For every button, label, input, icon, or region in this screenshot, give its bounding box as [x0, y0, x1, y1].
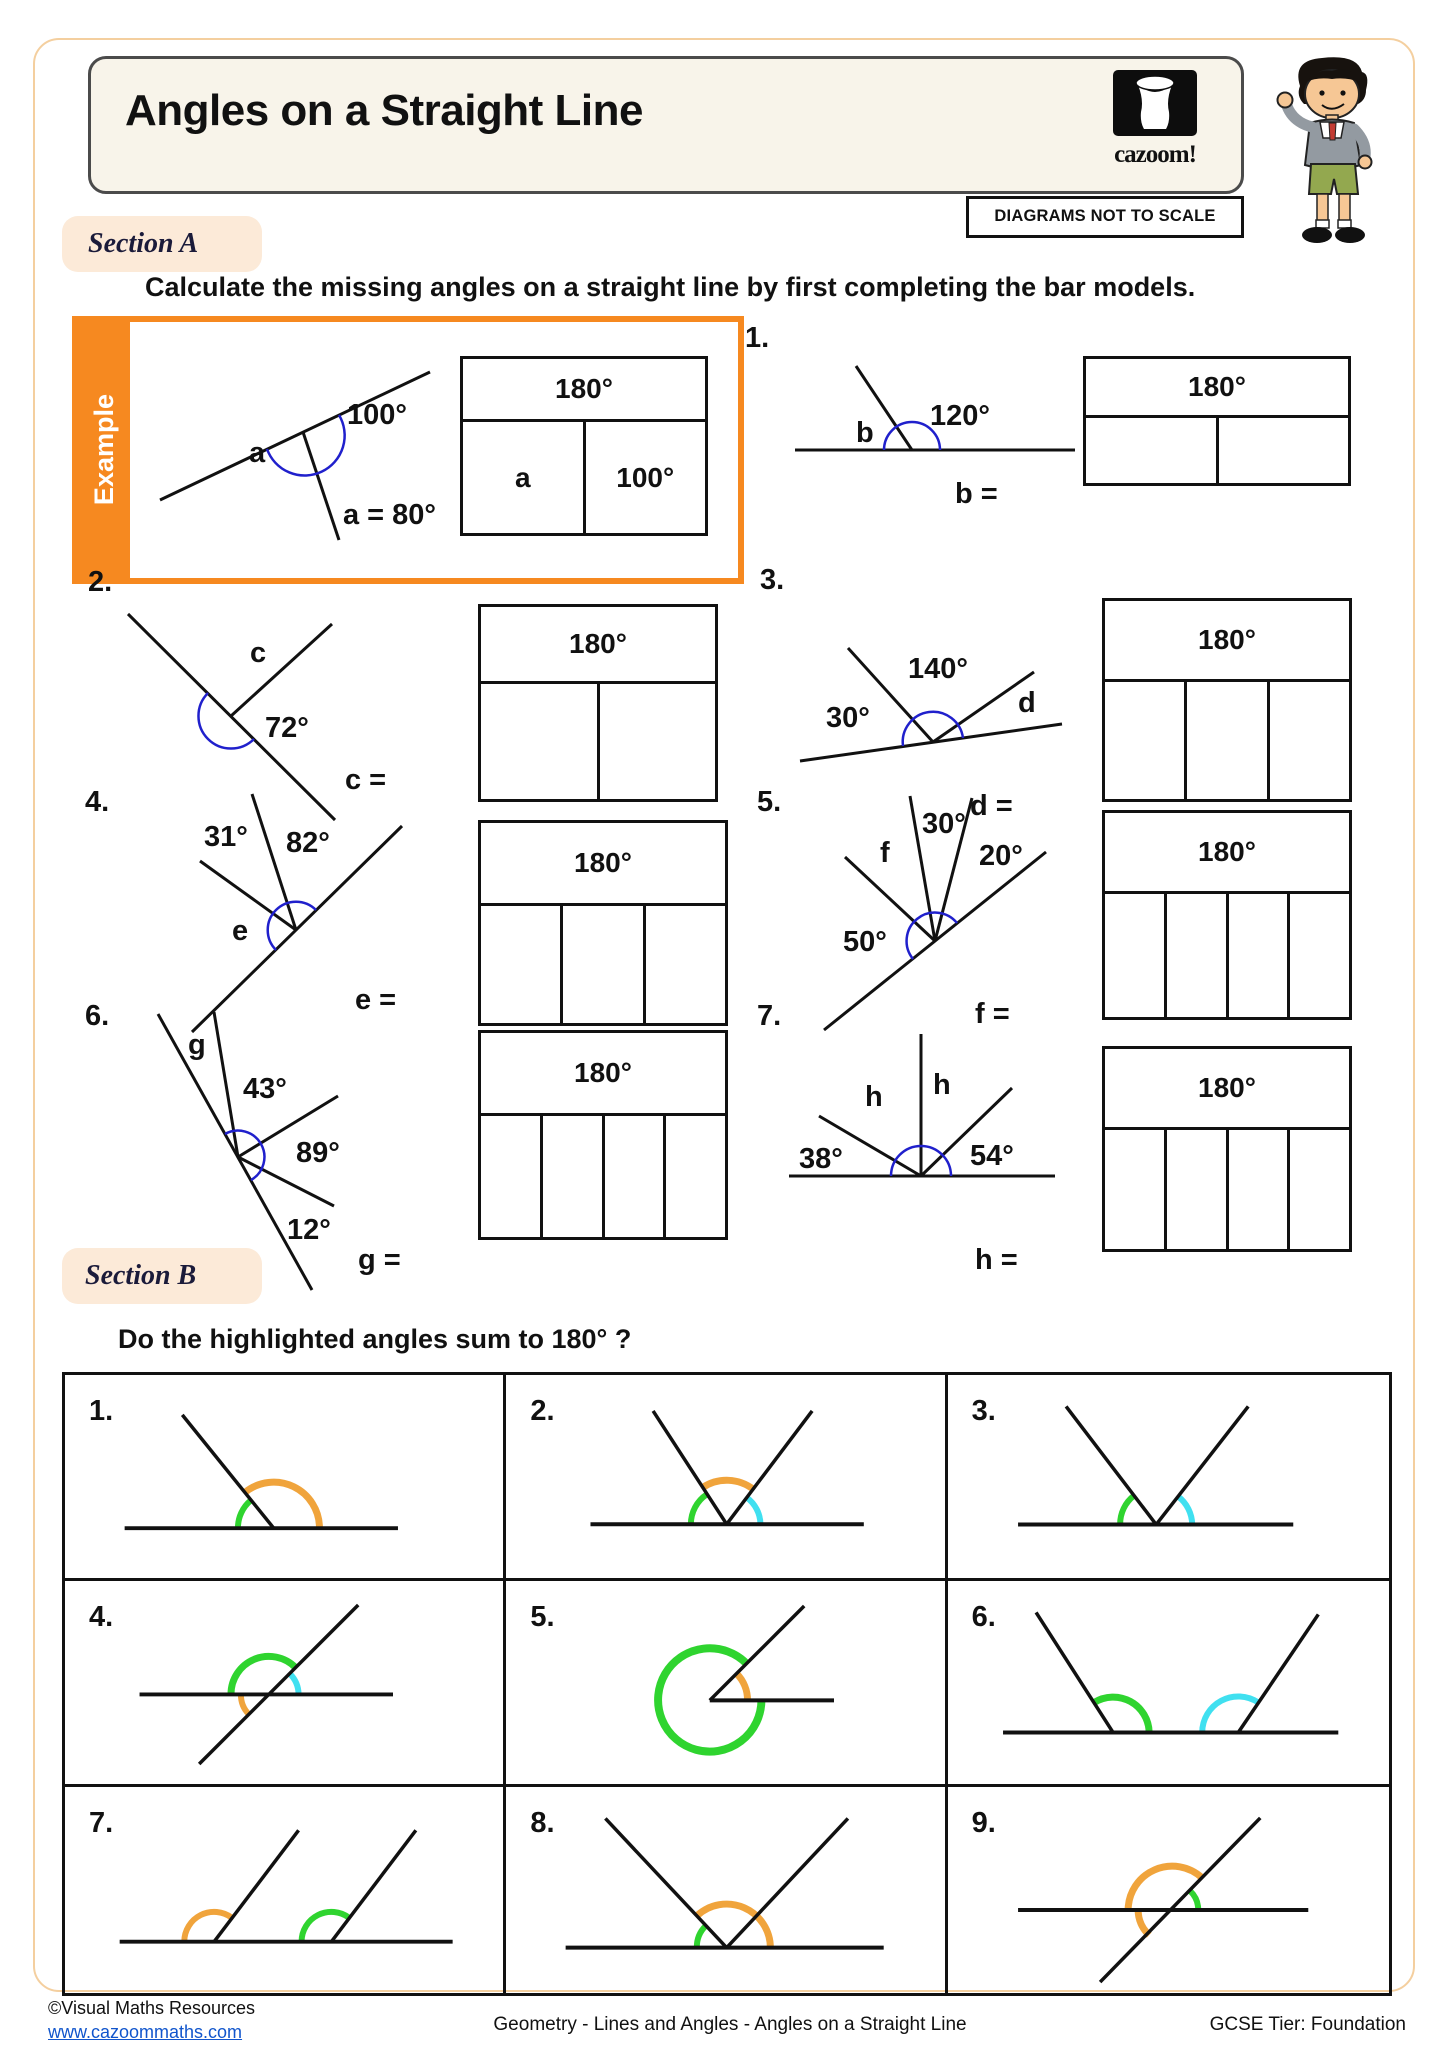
- bar-model-cells: [1105, 1130, 1349, 1249]
- section-a-label: Section A: [88, 228, 199, 259]
- brand-name: cazoom!: [1114, 141, 1196, 168]
- problem-number: 3.: [760, 564, 785, 596]
- bar-model-total: 180°: [1105, 1049, 1349, 1130]
- footer-tier: GCSE Tier: Foundation: [1209, 2014, 1406, 2035]
- bar-model-cell: [563, 906, 645, 1023]
- grid-cell-2: [506, 1375, 947, 1581]
- bar-model-total: 180°: [1086, 359, 1348, 418]
- angle-label: 50°: [843, 926, 887, 958]
- grid-cell-7: [65, 1787, 506, 1993]
- section-b-grid: [62, 1372, 1392, 1996]
- example-diagram: [135, 328, 465, 564]
- grid-cell-5: [506, 1581, 947, 1787]
- angle-label: b: [856, 417, 874, 449]
- bar-model-total: 180°: [463, 359, 705, 422]
- bar-model-cell: [1167, 894, 1229, 1017]
- bar-model-cell: [1290, 894, 1349, 1017]
- bar-model-cell: [481, 684, 600, 799]
- bar-model-cell: [1229, 894, 1291, 1017]
- bar-model-cell: [543, 1116, 605, 1237]
- footer-topic: Geometry - Lines and Angles - Angles on a Straight Line: [493, 2014, 967, 2035]
- example-angle-known: 100°: [347, 399, 407, 431]
- problem-number: 5.: [757, 786, 782, 818]
- example-bar-model: [460, 356, 708, 536]
- angle-label: h: [865, 1081, 883, 1113]
- answer-line: b =: [955, 478, 998, 510]
- problem-number: 7.: [757, 1000, 782, 1032]
- bar-model-cell: 100°: [616, 461, 675, 493]
- cell-number: 5.: [530, 1601, 555, 1633]
- example-tab: Example: [78, 322, 130, 578]
- page-title: Angles on a Straight Line: [125, 86, 643, 135]
- bar-model: [1083, 356, 1351, 486]
- cell-number: 4.: [89, 1601, 114, 1633]
- bar-model-cell: [481, 1116, 543, 1237]
- bar-model: [478, 604, 718, 802]
- angle-label: f: [880, 837, 890, 869]
- angle-label: 12°: [287, 1214, 331, 1246]
- bar-model-cell: [1105, 894, 1167, 1017]
- copyright-text: ©Visual Maths Resources: [48, 1998, 256, 2018]
- answer-line: e =: [355, 984, 397, 1016]
- problem-1-diagram: [780, 352, 1090, 482]
- cell-8-diagram: [506, 1787, 944, 1993]
- mascot-boy-illustration: [1262, 52, 1412, 252]
- cell-5-diagram: [506, 1581, 944, 1784]
- angle-label: 38°: [799, 1143, 843, 1175]
- problem-3-diagram: [790, 598, 1100, 798]
- bar-model-cell: [600, 684, 716, 799]
- cell-number: 7.: [89, 1807, 114, 1839]
- problem-number: 2.: [88, 566, 113, 598]
- answer-line: f =: [975, 998, 1010, 1030]
- grid-cell-4: [65, 1581, 506, 1787]
- bar-model: [1102, 810, 1352, 1020]
- answer-line: g =: [358, 1244, 401, 1276]
- cell-6-diagram: [948, 1581, 1389, 1784]
- angle-label: h: [933, 1069, 951, 1101]
- footer-credits: [48, 1996, 255, 2044]
- grid-cell-9: [948, 1787, 1389, 1993]
- bar-model-cell: [1167, 1130, 1229, 1249]
- section-b-question: Do the highlighted angles sum to 180° ?: [118, 1324, 632, 1354]
- bar-model-cell: [1290, 1130, 1349, 1249]
- angle-label: 43°: [243, 1073, 287, 1105]
- bar-model-cells: [1105, 682, 1349, 799]
- cell-2-diagram: [506, 1375, 944, 1578]
- angle-label: e: [232, 915, 249, 947]
- section-b-label: Section B: [85, 1260, 197, 1291]
- cazoom-logo: [1112, 70, 1198, 180]
- bar-model-cell: [481, 906, 563, 1023]
- cell-number: 9.: [971, 1807, 996, 1839]
- cell-number: 6.: [971, 1601, 996, 1633]
- problem-number: 6.: [85, 1000, 110, 1032]
- angle-label: 82°: [286, 827, 330, 859]
- bar-model-cells: [463, 422, 705, 533]
- grid-cell-1: [65, 1375, 506, 1581]
- angle-label: 120°: [930, 400, 990, 432]
- cell-number: 1.: [89, 1395, 114, 1427]
- bar-model: [1102, 1046, 1352, 1252]
- answer-line: d =: [970, 790, 1013, 822]
- cell-number: 3.: [971, 1395, 996, 1427]
- cell-4-diagram: [65, 1581, 503, 1784]
- cell-number: 2.: [530, 1395, 555, 1427]
- grid-cell-3: [948, 1375, 1389, 1581]
- angle-label: c: [250, 637, 267, 669]
- bar-model-cells: [481, 1116, 725, 1237]
- cell-number: 8.: [530, 1807, 555, 1839]
- problem-5-diagram: [790, 788, 1120, 1050]
- bar-model-total: 180°: [481, 823, 725, 906]
- bar-model: [478, 820, 728, 1026]
- bar-model-cell: [666, 1116, 725, 1237]
- cell-1-diagram: [65, 1375, 503, 1578]
- bar-model-cell: [1105, 1130, 1167, 1249]
- angle-label: 30°: [922, 808, 966, 840]
- example-answer: a = 80°: [343, 499, 437, 531]
- angle-label: 140°: [908, 653, 968, 685]
- angle-label: 20°: [979, 840, 1023, 872]
- section-a-instruction: Calculate the missing angles on a straight line by first completing the bar models.: [145, 272, 1196, 302]
- cell-7-diagram: [65, 1787, 503, 1993]
- drum-icon: [1113, 70, 1197, 136]
- bar-model-cells: [481, 684, 715, 799]
- bar-model-cell: [646, 906, 725, 1023]
- bar-model-total: 180°: [1105, 601, 1349, 682]
- bar-model-cell: [605, 1116, 667, 1237]
- answer-line: h =: [975, 1244, 1018, 1276]
- bar-model-cell: [1187, 682, 1269, 799]
- bar-model-cells: [1105, 894, 1349, 1017]
- angle-label: 89°: [296, 1137, 340, 1169]
- problem-number: 1.: [745, 322, 770, 354]
- problem-7-diagram: [785, 1018, 1115, 1218]
- example-angle-unknown: a: [249, 437, 266, 469]
- angle-label: 54°: [970, 1140, 1014, 1172]
- scale-notice-badge: DIAGRAMS NOT TO SCALE: [966, 196, 1244, 238]
- angle-label: 31°: [204, 821, 248, 853]
- bar-model-cell: [1086, 418, 1219, 483]
- website-link[interactable]: www.cazoommaths.com: [48, 2022, 243, 2042]
- answer-line: c =: [345, 764, 387, 796]
- cell-3-diagram: [948, 1375, 1389, 1578]
- angle-label: 72°: [265, 712, 309, 744]
- bar-model-cell: [1229, 1130, 1291, 1249]
- bar-model-total: 180°: [481, 607, 715, 684]
- angle-label: g: [188, 1029, 206, 1061]
- bar-model-cell: [1219, 418, 1349, 483]
- bar-model: [478, 1030, 728, 1240]
- bar-model-total: 180°: [481, 1033, 725, 1116]
- cell-9-diagram: [948, 1787, 1389, 1993]
- angle-label: d: [1018, 687, 1036, 719]
- angle-label: 30°: [826, 702, 870, 734]
- bar-model-cell: [1105, 682, 1187, 799]
- bar-model-cells: [481, 906, 725, 1023]
- bar-model: [1102, 598, 1352, 802]
- problem-number: 4.: [85, 786, 110, 818]
- bar-model-cell: [1270, 682, 1349, 799]
- grid-cell-6: [948, 1581, 1389, 1787]
- grid-cell-8: [506, 1787, 947, 1993]
- bar-model-total: 180°: [1105, 813, 1349, 894]
- bar-model-cells: [1086, 418, 1348, 483]
- bar-model-cell: a: [463, 422, 586, 533]
